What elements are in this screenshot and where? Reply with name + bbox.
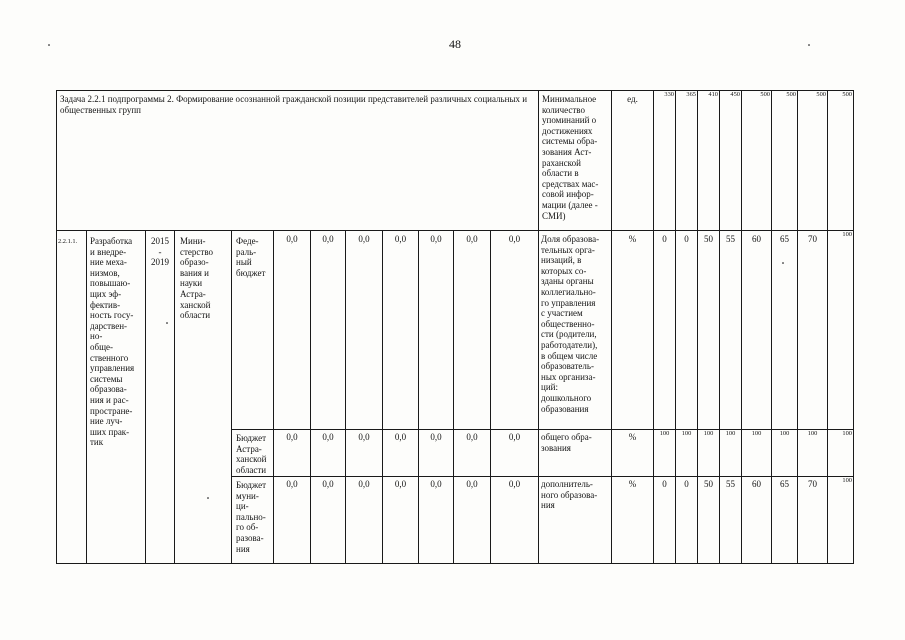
amount-cell: 0,0: [430, 432, 442, 442]
value-cell: 100: [659, 430, 670, 437]
value-cell: 100: [779, 430, 790, 437]
amount-cell: 0,0: [394, 234, 407, 244]
funding-source: Феде- раль- ный бюджет: [236, 236, 266, 278]
amount-cell: 0,0: [466, 432, 478, 442]
task-indicator: Минимальное количество упоминаний о достижениях системы обра- зования Аст- раханской области в средствах мас- совой инфор- мации (далее - СМИ): [542, 94, 599, 221]
amount-cell: 0,0: [508, 234, 521, 244]
amount-cell: 0,0: [430, 479, 442, 489]
scan-speck: [48, 44, 50, 46]
value-cell: 65: [780, 234, 789, 244]
task-value: 450: [730, 91, 740, 98]
page-number: 48: [449, 37, 461, 51]
value-cell: 0: [662, 479, 667, 489]
task-value: 330: [664, 91, 674, 98]
value-cell: 0: [684, 234, 689, 244]
task-value: 500: [760, 91, 770, 98]
amount-cell: 0,0: [322, 234, 334, 244]
row-unit: %: [628, 479, 637, 489]
value-cell: 50: [704, 234, 713, 244]
measure-years: 2015 - 2019: [151, 236, 169, 268]
task-unit: ед.: [627, 94, 638, 104]
task-title: Задача 2.2.1 подпрограммы 2. Формирование осознанной гражданской позиции представителей различных социальных и общественных групп: [60, 94, 528, 115]
amount-cell: 0,0: [358, 234, 370, 244]
amount-cell: 0,0: [322, 432, 334, 442]
row-indicator: Доля образова- тельных орга- низаций, в которых со- зданы органы коллегиально- го управления с участием общественно- сти (родители, работодатели), в общем числе образователь- ных организа- ций: дошкольного образования: [541, 234, 600, 414]
row-unit: %: [628, 432, 637, 442]
scan-speck: [782, 262, 784, 264]
value-cell: 100: [807, 430, 818, 437]
funding-source: Бюджет муни- ци- пально- го об- разова- ния: [236, 480, 267, 554]
scan-speck: [207, 497, 209, 499]
value-cell: 100: [842, 430, 852, 437]
value-cell: 70: [808, 479, 817, 489]
task-value: 500: [842, 91, 852, 98]
scan-speck: [166, 322, 168, 324]
amount-cell: 0,0: [508, 432, 521, 442]
value-cell: 65: [780, 479, 789, 489]
value-cell: 0: [684, 479, 689, 489]
amount-cell: 0,0: [508, 479, 521, 489]
value-cell: 70: [808, 234, 817, 244]
value-cell: 50: [704, 479, 713, 489]
task-value: 365: [686, 91, 696, 98]
scan-speck: [808, 44, 810, 46]
amount-cell: 0,0: [286, 432, 298, 442]
amount-cell: 0,0: [286, 479, 298, 489]
measure-executor: Мини- стерство образо- вания и науки Астра- ханской области: [180, 236, 214, 321]
value-cell: 100: [703, 430, 714, 437]
amount-cell: 0,0: [394, 479, 407, 489]
task-value: 500: [786, 91, 796, 98]
amount-cell: 0,0: [466, 479, 478, 489]
value-cell: 60: [752, 234, 761, 244]
row-unit: %: [628, 234, 637, 244]
value-cell: 60: [752, 479, 761, 489]
value-cell: 100: [725, 430, 736, 437]
task-value: 410: [708, 91, 718, 98]
amount-cell: 0,0: [322, 479, 334, 489]
value-cell: 0: [662, 234, 667, 244]
measure-name: Разработка и внедре- ние меха- низмов, повышаю- щих эф- фектив- ность госу- дарствен- но- обще- ственного управления системы образова- ния и рас- простране- ние луч- ших прак- тик: [90, 236, 135, 448]
amount-cell: 0,0: [430, 234, 442, 244]
funding-source: Бюджет Астра- ханской области: [236, 433, 267, 475]
amount-cell: 0,0: [286, 234, 298, 244]
amount-cell: 0,0: [466, 234, 478, 244]
row-indicator: дополнитель- ного образова- ния: [541, 479, 598, 511]
amount-cell: 0,0: [358, 432, 370, 442]
value-cell: 55: [726, 479, 735, 489]
value-cell: 55: [726, 234, 735, 244]
value-cell: 100: [842, 231, 852, 238]
value-cell: 100: [842, 477, 852, 484]
value-cell: 100: [681, 430, 692, 437]
amount-cell: 0,0: [358, 479, 370, 489]
amount-cell: 0,0: [394, 432, 407, 442]
task-value: 500: [816, 91, 826, 98]
measure-code: 2.2.1.1.: [58, 238, 78, 245]
row-indicator: общего обра- зования: [541, 432, 592, 453]
value-cell: 100: [751, 430, 762, 437]
